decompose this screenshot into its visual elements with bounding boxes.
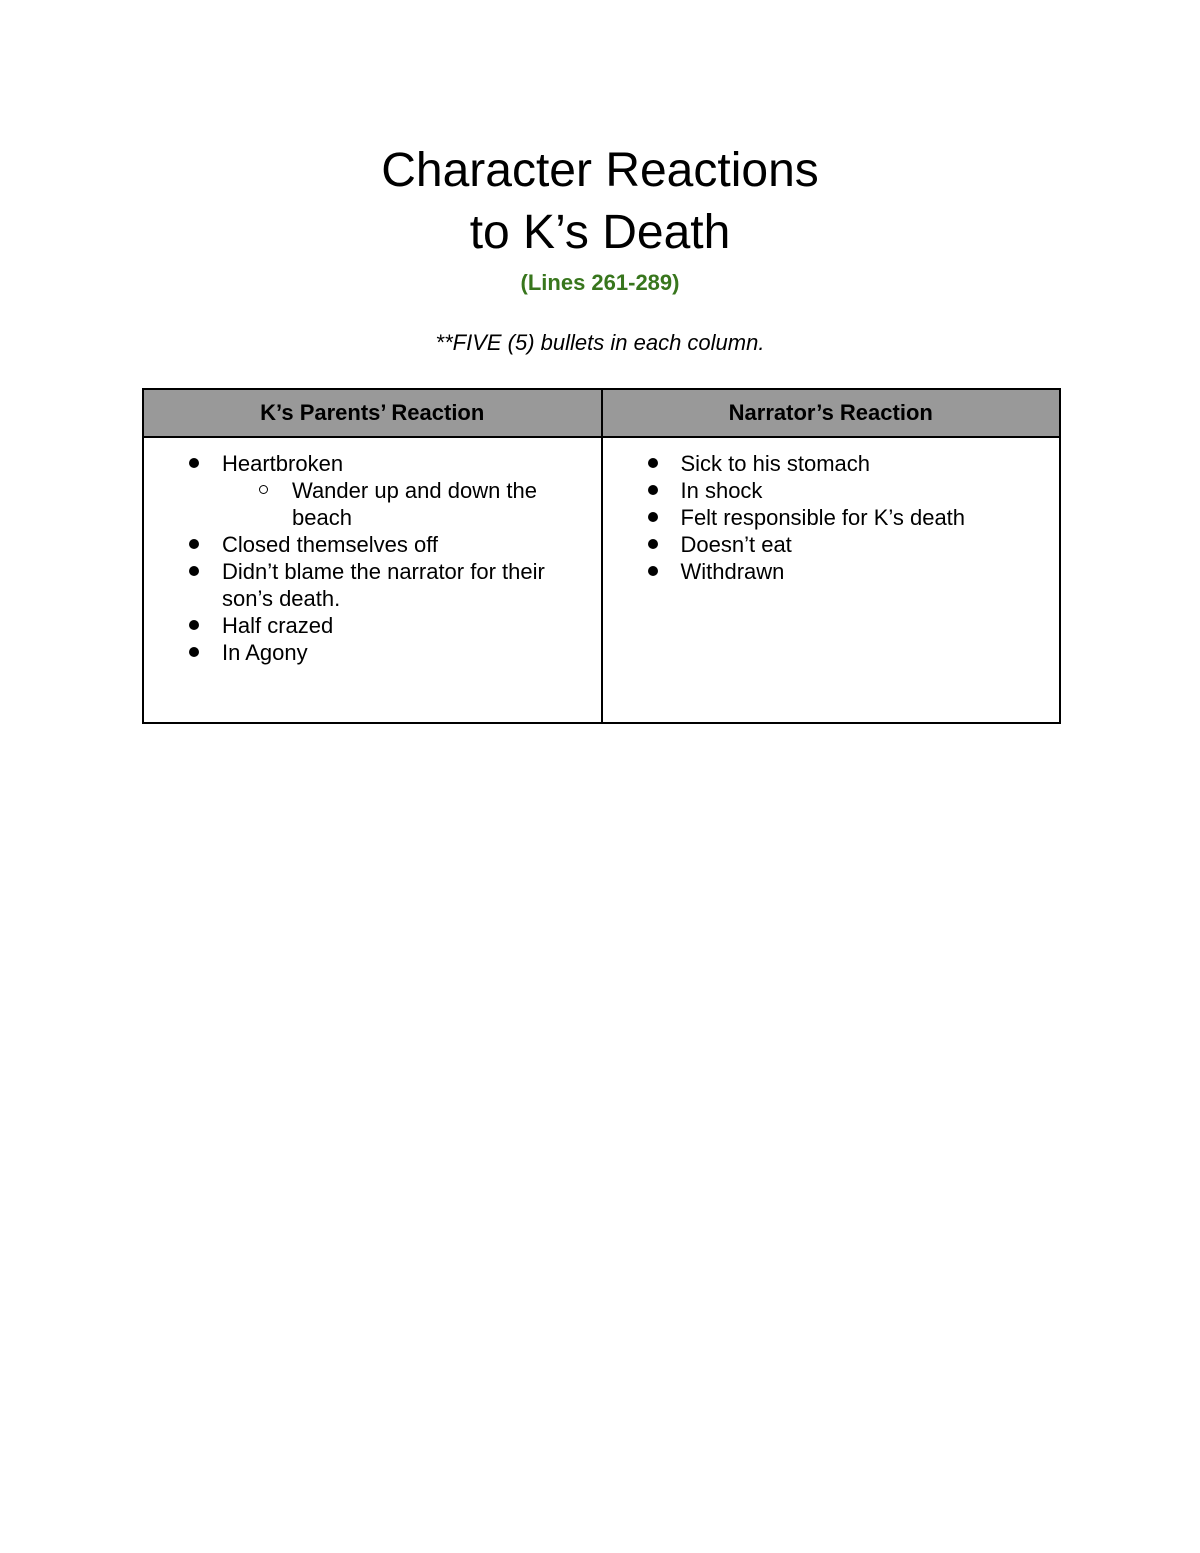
bullet-icon [189, 566, 199, 576]
parents-bullet-list [154, 450, 591, 666]
narrator-reaction-cell [602, 437, 1061, 723]
narrator-bullet-list [613, 450, 1050, 585]
bullet-icon [648, 539, 658, 549]
sub-list-item-text: Wander up and down the beach [292, 478, 538, 530]
list-item-text: In shock [680, 478, 763, 503]
table-row [143, 437, 1060, 723]
list-item [681, 558, 1050, 585]
instruction-text: **FIVE (5) bullets in each column. [435, 330, 765, 355]
list-item-text: Doesn’t eat [680, 532, 792, 557]
list-item-text: Half crazed [222, 613, 334, 638]
bullet-icon [648, 566, 658, 576]
bullet-icon [648, 458, 658, 468]
list-item [222, 639, 591, 666]
list-item-text: Felt responsible for K’s death [680, 505, 966, 530]
list-item-text: Withdrawn [680, 559, 785, 584]
page-title-line-2: to K’s Death [469, 206, 731, 259]
list-item [681, 531, 1050, 558]
sub-bullet-list [222, 477, 591, 531]
list-item-text: Heartbroken [222, 451, 344, 476]
bullet-icon [189, 458, 199, 468]
header-parents-reaction: K’s Parents’ Reaction [143, 389, 602, 437]
list-item [681, 477, 1050, 504]
list-item [222, 531, 591, 558]
sub-list-item [292, 477, 591, 531]
lines-reference: (Lines 261-289) [520, 270, 680, 295]
title-block [0, 140, 1200, 298]
list-item-text: Closed themselves off [222, 532, 439, 557]
bullet-icon [189, 620, 199, 630]
list-item [222, 558, 591, 612]
bullet-icon [648, 512, 658, 522]
list-item [681, 504, 1050, 531]
list-item-text: Didn’t blame the narrator for their son’s death. [222, 559, 545, 611]
bullet-icon [189, 539, 199, 549]
bullet-icon [648, 485, 658, 495]
list-item-text: Sick to his stomach [680, 451, 871, 476]
list-item [222, 450, 591, 531]
hollow-bullet-icon [259, 485, 268, 494]
page-title-line-1: Character Reactions [381, 144, 819, 197]
list-item [681, 450, 1050, 477]
list-item [222, 612, 591, 639]
header-narrator-reaction: Narrator’s Reaction [602, 389, 1061, 437]
parents-reaction-cell [143, 437, 602, 723]
table-header-row [143, 389, 1060, 437]
reactions-table [142, 388, 1061, 724]
bullet-icon [189, 647, 199, 657]
list-item-text: In Agony [222, 640, 308, 665]
